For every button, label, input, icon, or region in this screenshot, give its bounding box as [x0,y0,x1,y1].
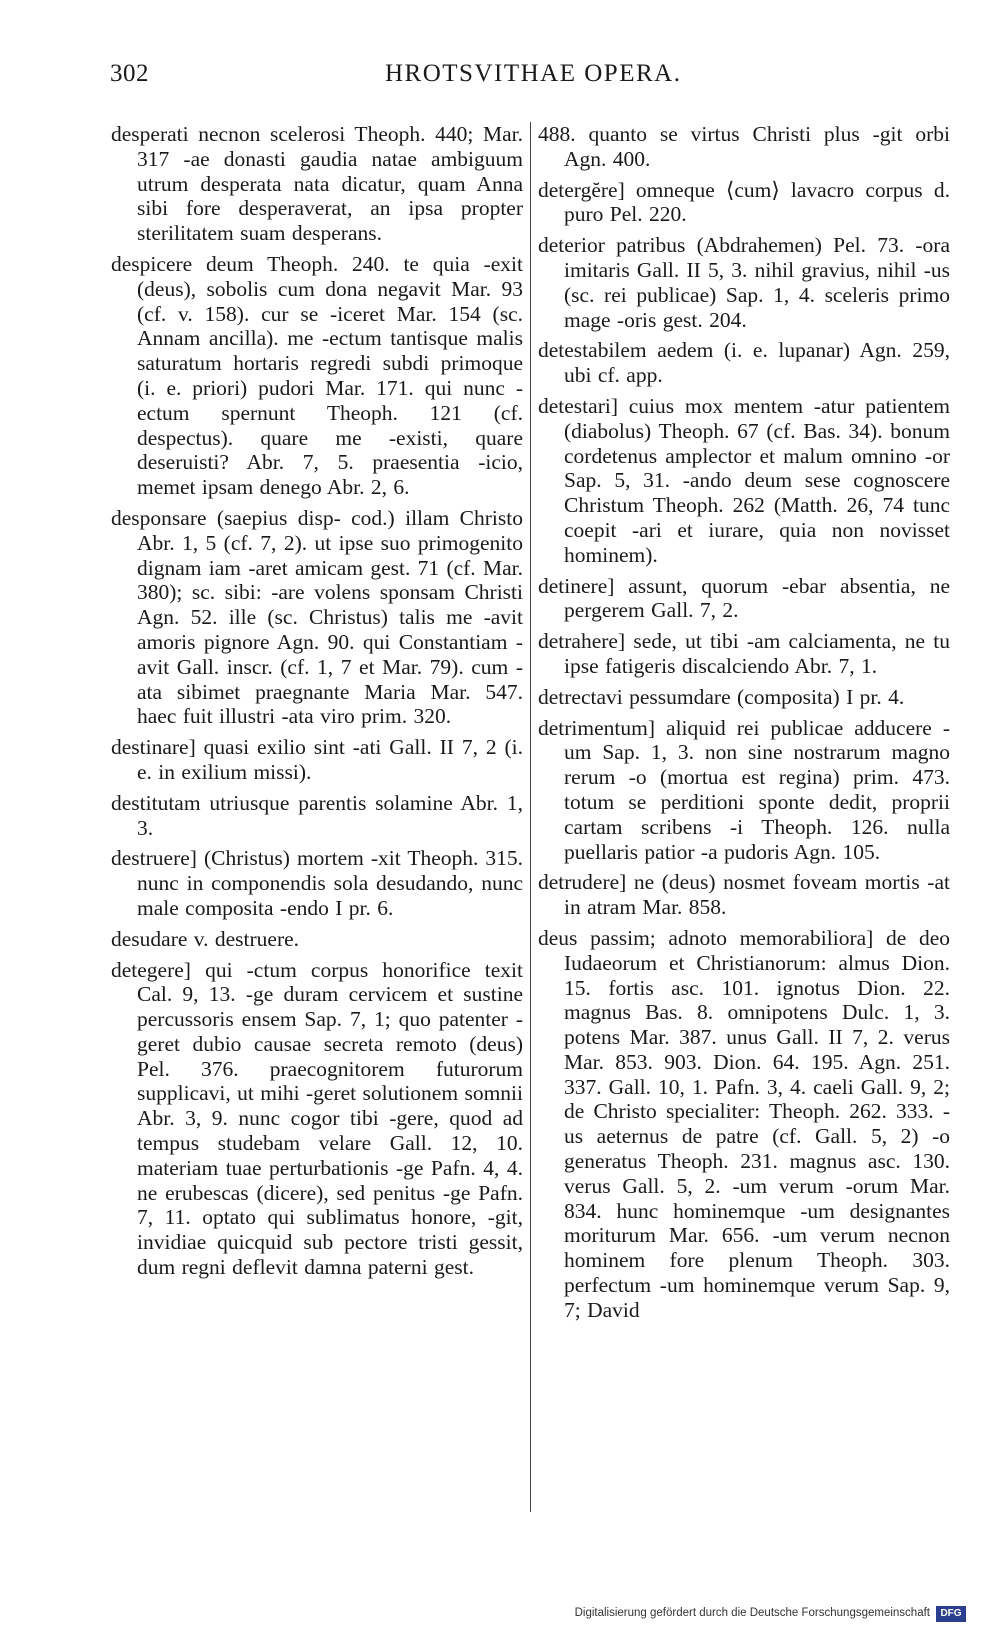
digitization-footer [0,1605,1000,1627]
entry-detestari: detestari] cuius mox mentem -atur patientem (diabolus) Theoph. 67 (cf. Bas. 34). bonum cordetenus amplector et malum omnino -or Sap. 5, 31. -ando deum sese cognoscere Christum Theoph. 262 (Matth. 26, 74 tunc coepit -ari et iurare, quia non novisset hominem). [538,393,950,567]
entry-desperati: desperati necnon scelerosi Theoph. 440; Mar. 317 -ae donasti gaudia natae ambiguum utrum desperata nata dicatur, quam Anna sibi fore desperaverat, an ipsa propter sterilitatem suam desperans. [111,122,523,246]
dfg-logo: DFG [936,1606,966,1622]
entry-detergere: detergĕre] omneque ⟨cum⟩ lavacro corpus d. puro Pel. 220. [538,177,950,227]
entry-detestabilem: detestabilem aedem (i. e. lupanar) Agn. 259, ubi cf. app. [538,338,950,388]
entry-destruere: destruere] (Christus) mortem -xit Theoph. 315. nunc in componendis sola desudando, nunc male composita -endo I pr. 6. [111,846,523,920]
funding-credit: Digitalisierung gefördert durch die Deutsche Forschungsgemeinschaft [574,1607,930,1619]
entry-detrimentum: detrimentum] aliquid rei publicae adducere -um Sap. 1, 3. non sine nostrarum magno rerum -o (mortua est regina) prim. 473. totum se perditioni sponte dedit, proprii cartam scribens -i Theoph. 126. nulla puellaris patior -a pudoris Agn. 105. [538,715,950,864]
running-head [0,60,1000,100]
entry-destitutam: destitutam utriusque parentis solamine Abr. 1, 3. [111,790,523,840]
right-column [538,122,950,1329]
column-divider [530,122,531,1512]
entry-continuation: 488. quanto se virtus Christi plus -git orbi Agn. 400. [538,122,950,171]
entry-despicere: despicere deum Theoph. 240. te quia -exit (deus), sobolis cum dona negavit Mar. 93 (cf. v. 158). cur se -iceret Mar. 154 (sc. Annam ancilla). me -ectum tantisque malis saturatum hortaris regredi subdi primoque (i. e. priori) pudori Mar. 171. qui nunc -ectum spernunt Theoph. 121 (cf. despectus). quare me -existi, quare deseruisti? Abr. 7, 5. praesentia -icio, memet ipsam denego Abr. 2, 6. [111,251,523,500]
entry-destinare: destinare] quasi exilio sint -ati Gall. II 7, 2 (i. e. in exilium missi). [111,735,523,784]
entry-detrectavi: detrectavi pessumdare (composita) I pr. 4. [538,684,905,709]
entry-desudare: desudare v. destruere. [111,926,300,951]
entry-desponsare: desponsare (saepius disp- cod.) illam Christo Abr. 1, 5 (cf. 7, 2). ut ipse suo primogenito dignam iam -aret amicam gest. 71 (cf. Mar. 380); sc. sibi: -are volens sponsam Christi Agn. 52. ille (sc. Christus) talis me -avit amoris pignore Agn. 90. qui Constantiam -avit Gall. inscr. (cf. 1, 7 et Mar. 79). cum -ata sibimet praegnante Maria Mar. 547. haec fuit illustri -ata viro prim. 320. [111,505,523,729]
entry-detinere: detinere] assunt, quorum -ebar absentia, ne pergerem Gall. 7, 2. [538,573,950,623]
left-column [111,122,523,1286]
entry-deus: deus passim; adnoto memorabiliora] de deo Iudaeorum et Christianorum: almus Dion. 15. fortis asc. 101. ignotus Dion. 22. magnus Bas. 8. omnipotens Dulc. 1, 3. potens Mar. 387. unus Gall. II 7, 2. verus Mar. 853. 903. Dion. 64. 195. Agn. 251. 337. Gall. 10, 1. Pafn. 3, 4. caeli Gall. 9, 2; de Christo specialiter: Theoph. 262. 333. -us aeternus de patre (cf. Gall. 5, 2) -o generatus Theoph. 231. magnus asc. 130. verus Gall. 5, 2. -um verum -orum Mar. 834. hunc hominemque -um designantes moriturum Mar. 656. -um verum necnon hominem fore plenum Theoph. 303. perfectum -um hominemque verum Sap. 9, 7; David [538,925,950,1322]
entry-deterior: deterior patribus (Abdrahemen) Pel. 73. -ora imitaris Gall. II 5, 3. nihil gravius, nihil -us (sc. rei publicae) Sap. 1, 4. sceleris primo mage -oris gest. 204. [538,233,950,332]
entry-detegere: detegere] qui -ctum corpus honorifice texit Cal. 9, 13. -ge duram cervicem et sustine percussoris ensem Sap. 7, 1; quo patenter -geret dubio causae secreta remoto (deus) Pel. 376. praecognitorem futurorum supplicavi, ut mihi -geret solutionem somnii Abr. 3, 9. nunc cogor tibi -gere, quod ad tempus studebam velare Gall. 12, 10. materiam tuae perturbationis -ge Pafn. 4, 4. ne erubescas (dicere), sed penitus -ge Pafn. 7, 11. optato qui sublimatus honore, -git, invidiae quicquid sub pectore tristi gessit, dum regni deflevit damna paterni gest. [111,957,523,1280]
entry-detrahere: detrahere] sede, ut tibi -am calciamenta, ne tu ipse fatigeris discalciendo Abr. 7, 1. [538,629,950,678]
running-title: HROTSVITHAE OPERA. [385,60,682,87]
page-number: 302 [110,60,149,87]
entry-detrudere: detrudere] ne (deus) nosmet foveam mortis -at in atram Mar. 858. [538,870,950,920]
